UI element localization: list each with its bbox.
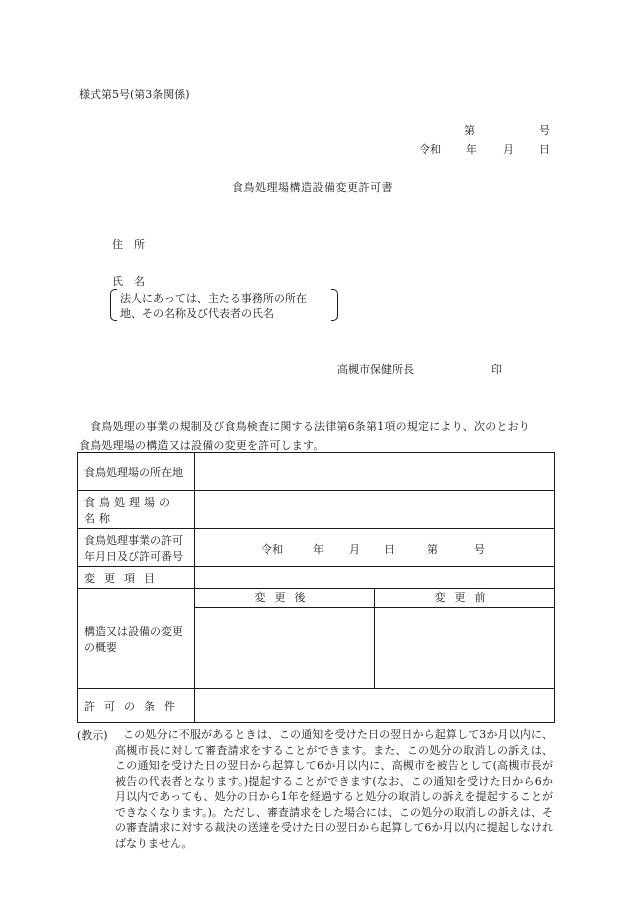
permit-date-label-line2: 年月日及び許可番号 — [84, 549, 183, 563]
corporate-note — [110, 289, 338, 319]
before-change-value[interactable] — [375, 608, 554, 688]
change-summary-header — [195, 589, 554, 608]
change-summary-label-line1: 構造又は設備の変更 — [84, 624, 183, 638]
form-number: 様式第5号(第3条関係) — [79, 88, 190, 101]
table-row — [78, 567, 555, 589]
change-summary-label-line2: の概要 — [84, 640, 117, 654]
permit-date-value[interactable] — [195, 529, 555, 567]
before-change-header: 変更前 — [434, 591, 495, 604]
instruction-text — [115, 727, 553, 851]
year-label: 年 — [466, 143, 477, 156]
change-item-label: 変更項目 — [78, 567, 195, 589]
day-label: 日 — [539, 143, 550, 156]
era-label: 令和 — [419, 143, 441, 156]
document-title: 食鳥処理場構造設備変更許可書 — [232, 181, 393, 194]
change-summary-label — [78, 589, 195, 689]
permit-era: 令和 — [261, 542, 283, 556]
permit-year: 年 — [313, 542, 324, 556]
location-label: 食鳥処理場の所在地 — [78, 453, 195, 491]
left-bracket — [110, 289, 117, 321]
permit-date-label-line1: 食鳥処理事業の許可 — [84, 533, 183, 547]
corporate-note-line2: 地、その名称及び代表者の氏名 — [120, 307, 274, 320]
location-value[interactable] — [195, 453, 555, 491]
seal-mark: 印 — [491, 363, 502, 376]
permit-conditions-value[interactable] — [195, 689, 555, 723]
table-row — [78, 589, 555, 689]
table-row — [78, 491, 555, 529]
right-bracket — [331, 289, 338, 321]
permit-details-table — [77, 452, 555, 723]
permit-conditions-label: 許可の条件 — [78, 689, 195, 723]
change-summary-body — [195, 608, 554, 688]
instruction-body: この処分に不服があるときは、この通知を受けた日の翌日から起算して3か月以内に、高槻市長に対して審査請求をすることができます。また、この処分の取消しの訴えは、この通知を受けた日の翌日から起算して6か月以内に、高槻市を被告として(高槻市長が被告の代表者となります。)提起することができます(なお、この通知を受けた日から6か月以内であっても、処分の日から1年を経過すると処分の取消しの訴えを提起することができなくなります。)。ただし、審査請求をした場合には、この処分の取消しの訴えは、その審査請求に対する裁決の送達を受けた日の翌日から起算して6か月以内に提起しなければなりません。 — [115, 728, 553, 850]
table-row — [78, 529, 555, 567]
issuer-title: 高槻市保健所長 — [337, 363, 414, 376]
instruction-label: (教示) — [77, 729, 108, 742]
name-label: 氏 名 — [112, 275, 145, 288]
permit-no-prefix: 第 — [427, 542, 438, 556]
body-text-line2: 食鳥処理場の構造又は設備の変更を許可します。 — [79, 439, 325, 452]
number-suffix: 号 — [539, 124, 550, 137]
after-change-header: 変更後 — [195, 589, 375, 607]
table-row — [78, 453, 555, 491]
month-label: 月 — [503, 143, 514, 156]
after-change-value[interactable] — [195, 608, 375, 688]
facility-name-label: 食鳥処理場の名称 — [78, 491, 195, 529]
table-row — [78, 689, 555, 723]
corporate-note-line1: 法人にあっては、主たる事務所の所在 — [120, 292, 307, 305]
facility-name-value[interactable] — [195, 491, 555, 529]
address-label: 住 所 — [112, 238, 145, 251]
body-text-line1: 食鳥処理の事業の規制及び食鳥検査に関する法律第6条第1項の規定により、次のとおり — [90, 420, 530, 433]
permit-month: 月 — [349, 542, 360, 556]
permit-no-suffix: 号 — [474, 542, 485, 556]
change-item-value[interactable] — [195, 567, 555, 589]
change-summary-cell — [195, 589, 555, 689]
permit-date-label — [78, 529, 195, 567]
permit-day: 日 — [384, 542, 395, 556]
number-prefix: 第 — [464, 124, 475, 137]
